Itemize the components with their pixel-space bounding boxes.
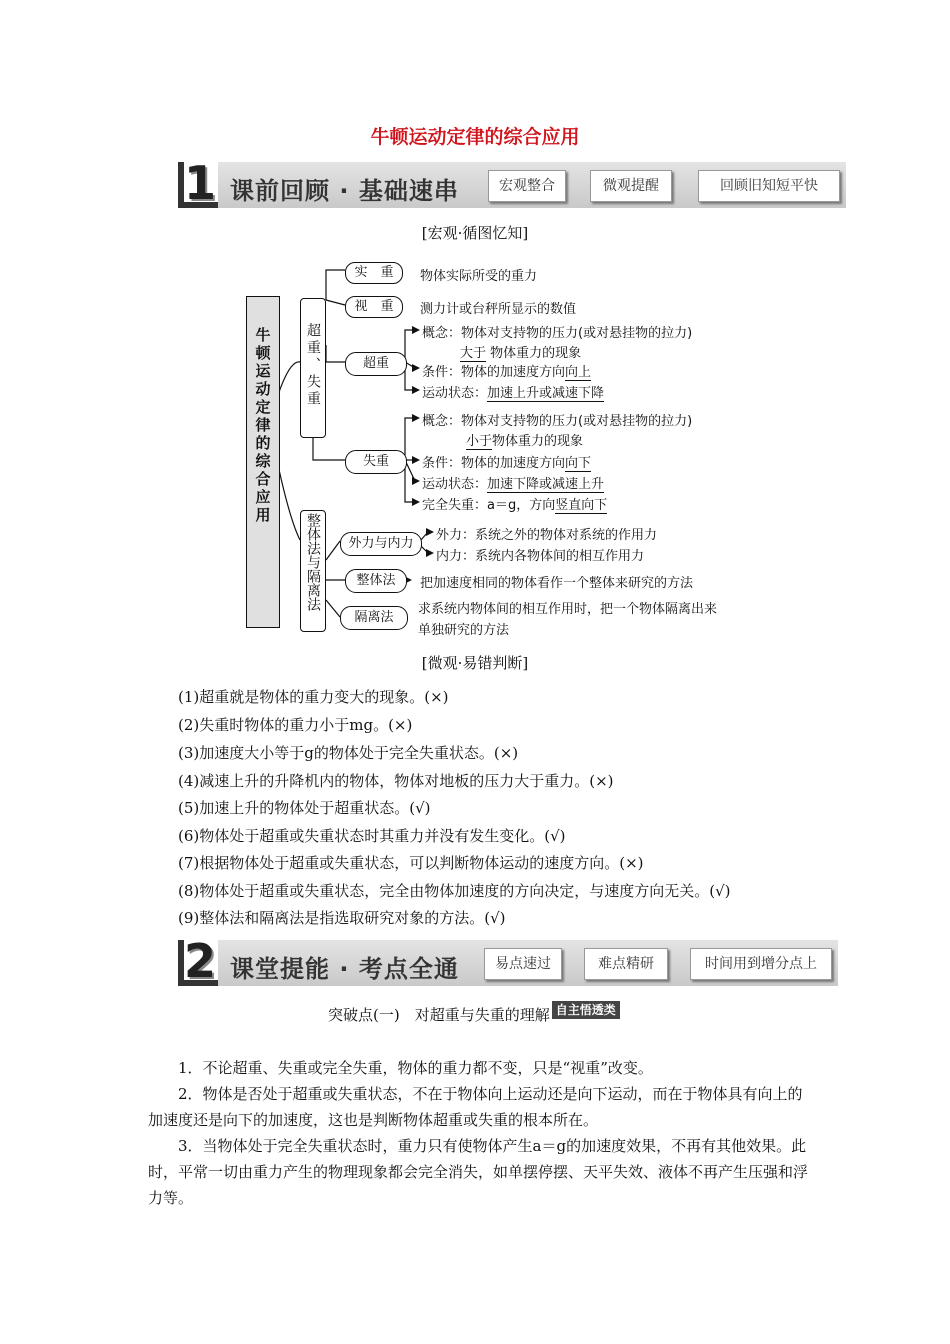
branch-overweight-weightless: 超重、失重 (300, 298, 326, 438)
explanation-paragraphs (148, 1055, 812, 1211)
external-force-desc: 外力：系统之外的物体对系统的作用力 (436, 528, 658, 543)
judgement-item: (5)加速上升的物体处于超重状态。(√) (178, 799, 431, 817)
paragraph: 2．物体是否处于超重或失重状态，不在于物体向上运动还是向下运动，而在于物体具有向上的加速度还是向下的加速度，这也是判断物体超重或失重的根本所在。 (148, 1085, 803, 1129)
node-whole-method: 整体法 (345, 569, 407, 593)
section1-heading: 课前回顾 · 基础速串 (230, 177, 459, 205)
point1-heading (328, 1004, 620, 1025)
whole-method-desc: 把加速度相同的物体看作一个整体来研究的方法 (420, 576, 694, 591)
weightless-condition: 条件：物体的加速度方向向下 (422, 456, 592, 471)
judgement-item: (2)失重时物体的重力小于mg。(×) (178, 716, 413, 734)
node-overweight: 超重 (345, 352, 407, 376)
branch-whole-isolation: 整体法与隔离法 (300, 510, 326, 632)
section2-heading: 课堂提能 · 考点全通 (230, 955, 459, 983)
judgement-item: (7)根据物体处于超重或失重状态，可以判断物体运动的速度方向。(×) (178, 854, 644, 872)
apparent-weight-desc: 测力计或台秤所显示的数值 (420, 302, 577, 317)
point1-badge: 自主悟透类 (552, 1001, 620, 1019)
weightless-concept-cont: 小于物体重力的现象 (466, 434, 584, 449)
node-external-internal-force: 外力与内力 (340, 532, 422, 556)
full-weightless: 完全失重：a＝g，方向竖直向下 (422, 498, 608, 513)
section1-number-badge: 1 (178, 162, 218, 208)
tab-review[interactable]: 回顾旧知短平快 (698, 170, 840, 202)
overweight-concept: 概念：物体对支持物的压力(或对悬挂物的拉力) (422, 326, 693, 341)
judgement-item: (6)物体处于超重或失重状态时其重力并没有发生变化。(√) (178, 827, 566, 845)
isolation-method-desc-cont: 单独研究的方法 (418, 623, 510, 638)
weightless-concept: 概念：物体对支持物的压力(或对悬挂物的拉力) (422, 414, 693, 429)
micro-title: [微观·易错判断] (421, 654, 529, 672)
overweight-condition: 条件：物体的加速度方向向上 (422, 365, 592, 380)
paragraph: 1．不论超重、失重或完全失重，物体的重力都不变，只是“视重”改变。 (178, 1059, 653, 1077)
judgement-item: (1)超重就是物体的重力变大的现象。(×) (178, 688, 449, 706)
mindmap-root: 牛顿运动定律的综合应用 (246, 296, 280, 628)
page-title: 牛顿运动定律的综合应用 (370, 126, 580, 148)
paragraph: 3．当物体处于完全失重状态时，重力只有使物体产生a＝g的加速度效果，不再有其他效果。此时，平常一切由重力产生的物理现象都会完全消失，如单摆停摆、天平失效、液体不再产生压强和浮力等。 (148, 1137, 809, 1207)
judgement-item: (4)减速上升的升降机内的物体，物体对地板的压力大于重力。(×) (178, 772, 614, 790)
isolation-method-desc: 求系统内物体间的相互作用时，把一个物体隔离出来 (418, 602, 718, 617)
node-actual-weight: 实 重 (345, 262, 403, 284)
node-weightless: 失重 (345, 450, 407, 474)
section2-number-badge: 2 (178, 940, 218, 986)
point1-title: 突破点(一) 对超重与失重的理解 (328, 1006, 550, 1024)
node-isolation-method: 隔离法 (340, 606, 408, 630)
judgement-item: (3)加速度大小等于g的物体处于完全失重状态。(×) (178, 744, 519, 762)
overweight-concept-cont: 大于 物体重力的现象 (460, 346, 582, 361)
tab-micro-reminder[interactable]: 微观提醒 (590, 170, 672, 202)
weightless-motion: 运动状态：加速下降或减速上升 (422, 477, 605, 492)
tab-macro-integration[interactable]: 宏观整合 (488, 170, 566, 202)
section2-banner (178, 934, 838, 988)
judgement-item: (8)物体处于超重或失重状态，完全由物体加速度的方向决定，与速度方向无关。(√) (178, 882, 731, 900)
actual-weight-desc: 物体实际所受的重力 (420, 269, 538, 284)
overweight-motion: 运动状态：加速上升或减速下降 (422, 386, 605, 401)
tab-hard-points[interactable]: 难点精研 (584, 948, 668, 980)
tab-easy-points[interactable]: 易点速过 (484, 948, 562, 980)
judgement-item: (9)整体法和隔离法是指选取研究对象的方法。(√) (178, 909, 506, 927)
macro-title: [宏观·循图忆知] (421, 224, 529, 242)
internal-force-desc: 内力：系统内各物体间的相互作用力 (436, 549, 645, 564)
tab-score-points[interactable]: 时间用到增分点上 (690, 948, 832, 980)
node-apparent-weight: 视 重 (345, 296, 403, 318)
